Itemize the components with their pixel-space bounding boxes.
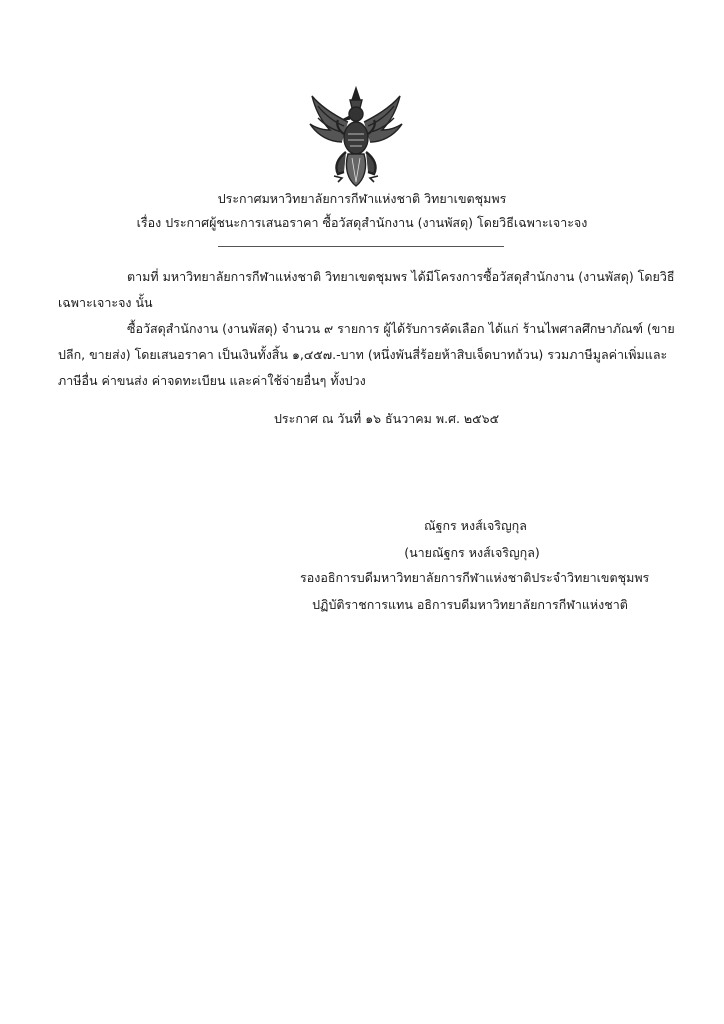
signed-name: ณัฐกร หงส์เจริญกุล (424, 518, 527, 533)
announcement-title: ประกาศมหาวิทยาลัยการกีฬาแห่งชาติ วิทยาเขตชุมพร (217, 191, 507, 206)
paragraph-2-line-1: ซื้อวัสดุสำนักงาน (งานพัสดุ) จำนวน ๙ รายการ ผู้ได้รับการคัดเลือก ได้แก่ ร้านไพศาลศึกษาภัณฑ์ (ขาย (127, 321, 675, 336)
paragraph-1-line-2: เฉพาะเจาะจง นั้น (58, 295, 153, 310)
garuda-emblem (308, 86, 404, 190)
signer-position: รองอธิการบดีมหาวิทยาลัยการกีฬาแห่งชาติประจำวิทยาเขตชุมพร (300, 570, 650, 585)
divider-line (218, 246, 504, 247)
announcement-date: ประกาศ ณ วันที่ ๑๖ ธันวาคม พ.ศ. ๒๕๖๕ (274, 411, 500, 426)
paragraph-1-line-1: ตามที่ มหาวิทยาลัยการกีฬาแห่งชาติ วิทยาเขตชุมพร ได้มีโครงการซื้อวัสดุสำนักงาน (งานพัสดุ) โดยวิธี (127, 269, 675, 284)
announcement-subject: เรื่อง ประกาศผู้ชนะการเสนอราคา ซื้อวัสดุสำนักงาน (งานพัสดุ) โดยวิธีเฉพาะเจาะจง (136, 215, 588, 230)
signer-acting: ปฏิบัติราชการแทน อธิการบดีมหาวิทยาลัยการกีฬาแห่งชาติ (312, 597, 628, 612)
paragraph-2-line-2: ปลีก, ขายส่ง) โดยเสนอราคา เป็นเงินทั้งสิ้น ๑,๔๕๗.-บาท (หนึ่งพันสี่ร้อยห้าสิบเจ็ดบาทถ้วน) รวมภาษีมูลค่าเพิ่มและ (58, 347, 668, 362)
paragraph-2-line-3: ภาษีอื่น ค่าขนส่ง ค่าจดทะเบียน และค่าใช้จ่ายอื่นๆ ทั้งปวง (58, 373, 366, 388)
printed-name: (นายณัฐกร หงส์เจริญกุล) (404, 545, 540, 560)
